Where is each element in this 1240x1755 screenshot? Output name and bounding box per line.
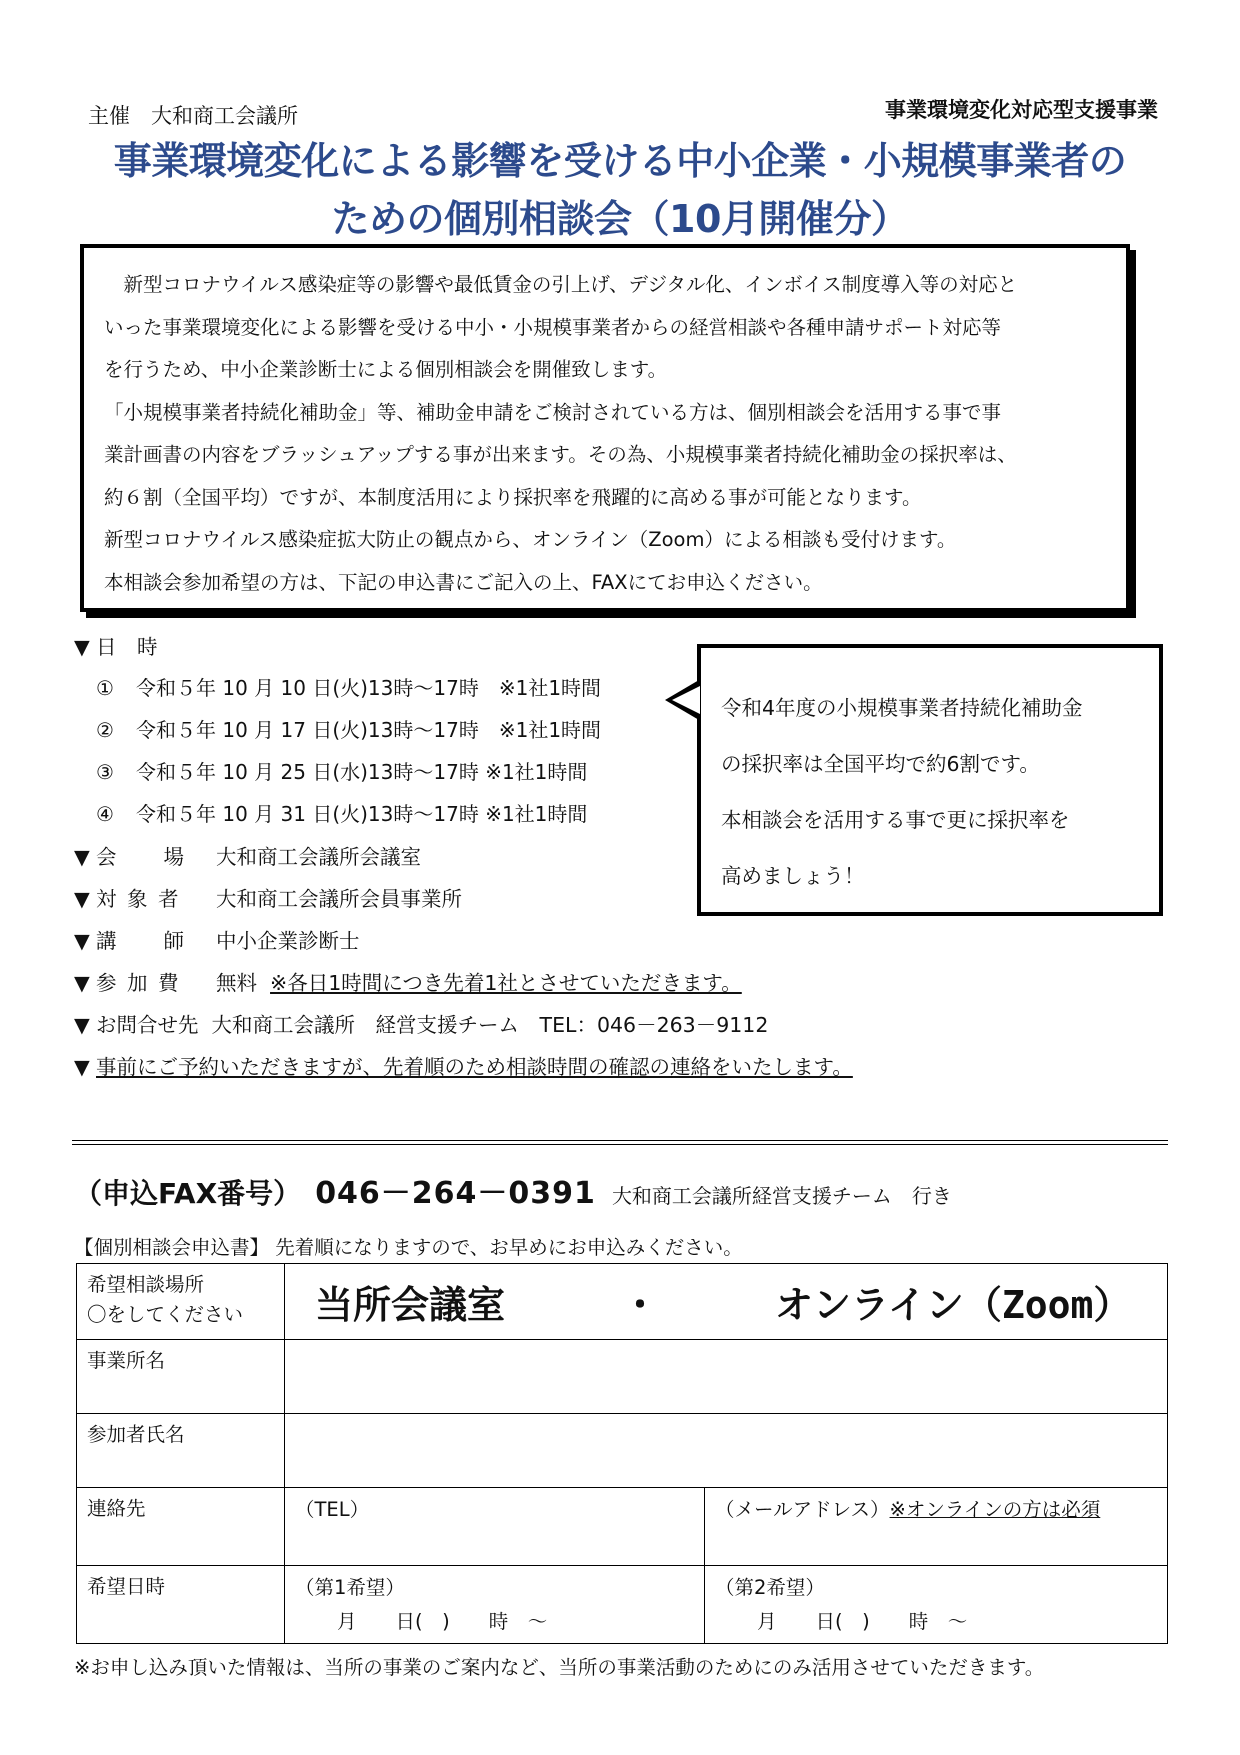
location-label-cell (77, 1264, 285, 1340)
tel-field[interactable] (285, 1488, 705, 1566)
contact-row (74, 1008, 768, 1038)
contact-label: お問合せ先 (96, 1013, 199, 1037)
venue-label: 会 場 (96, 845, 186, 869)
location-option-office[interactable]: 当所会議室 (315, 1283, 506, 1327)
schedule-item (96, 714, 601, 743)
email-label: （メールアドレス） (715, 1498, 890, 1521)
page-title-line-1: 事業環境変化による影響を受ける中小企業・小規模事業者の (113, 139, 1127, 183)
callout-box (697, 644, 1163, 916)
organizer-label: 主催 大和商工会議所 (88, 104, 298, 128)
fax-destination: 大和商工会議所経営支援チーム 行き (611, 1184, 952, 1208)
second-choice-field[interactable] (705, 1566, 1168, 1644)
schedule-number: ① (96, 676, 114, 700)
schedule-text: 令和５年 10 月 10 日(火)13時～17時 ※1社1時間 (136, 676, 602, 700)
fee-row (74, 966, 742, 996)
form-row-date (77, 1566, 1168, 1644)
target-value: 大和商工会議所会員事業所 (216, 887, 462, 911)
schedule-item (96, 672, 601, 701)
form-row-contact (77, 1488, 1168, 1566)
lecturer-label: 講 師 (96, 929, 186, 953)
intro-line: 新型コロナウイルス感染症拡大防止の観点から、オンライン（Zoom）による相談も受付けます。 (104, 528, 957, 551)
schedule-item (96, 756, 587, 785)
venue-row (74, 840, 421, 870)
triangle-marker-icon: ▼ (74, 1013, 90, 1037)
schedule-text: 令和５年 10 月 31 日(火)13時～17時 ※1社1時間 (136, 802, 588, 826)
notice-row (74, 1050, 853, 1080)
fax-info (74, 1168, 952, 1212)
date-label: 希望日時 (77, 1566, 285, 1644)
callout-line: の採択率は全国平均で約6割です。 (721, 752, 1040, 776)
schedule-number: ③ (96, 760, 114, 784)
location-instruction: 〇をしてください (87, 1303, 244, 1326)
triangle-marker-icon: ▼ (74, 929, 90, 953)
lecturer-value: 中小企業診断士 (216, 929, 360, 953)
callout-tail-fill (672, 686, 700, 714)
participant-label: 参加者氏名 (77, 1414, 285, 1488)
fee-value: 無料 (216, 971, 257, 995)
intro-line: 約６割（全国平均）ですが、本制度活用により採択率を飛躍的に高める事が可能となります。 (104, 485, 922, 509)
date-heading (74, 630, 158, 660)
triangle-marker-icon: ▼ (74, 635, 90, 659)
participant-field[interactable] (285, 1414, 1168, 1488)
schedule-text: 令和５年 10 月 25 日(水)13時～17時 ※1社1時間 (136, 760, 588, 784)
contact-label: 連絡先 (77, 1488, 285, 1566)
intro-line: 業計画書の内容をブラッシュアップする事が出来ます。その為、小規模事業者持続化補助金の採択率は、 (104, 443, 1017, 466)
intro-line: 「小規模事業者持続化補助金」等、補助金申請をご検討されている方は、個別相談会を活用する事で事 (104, 400, 1002, 424)
application-form (76, 1263, 1168, 1644)
intro-line: を行うため、中小企業診断士による個別相談会を開催致します。 (104, 358, 668, 381)
callout-line: 令和4年度の小規模事業者持続化補助金 (721, 696, 1083, 720)
first-choice-field[interactable] (285, 1566, 705, 1644)
first-choice-label: （第1希望） (295, 1576, 405, 1599)
form-row-location (77, 1264, 1168, 1340)
privacy-footnote: ※お申し込み頂いた情報は、当所の事業のご案内など、当所の事業活動のためにのみ活用させていただきます。 (74, 1656, 1045, 1679)
location-label: 希望相談場所 (87, 1273, 205, 1296)
fax-label: （申込FAX番号） (74, 1177, 302, 1210)
callout-line: 高めましょう！ (721, 864, 865, 888)
lecturer-row (74, 924, 360, 954)
callout-line: 本相談会を活用する事で更に採択率を (721, 808, 1070, 832)
schedule-text: 令和５年 10 月 17 日(火)13時～17時 ※1社1時間 (136, 718, 602, 742)
date-label: 日 時 (96, 635, 158, 659)
intro-line: 本相談会参加希望の方は、下記の申込書にご記入の上、FAXにてお申込ください。 (104, 570, 823, 594)
intro-line: いった事業環境変化による影響を受ける中小・小規模事業者からの経営相談や各種申請サポート対応等 (104, 315, 1002, 339)
first-choice-time: 月 日( ) 時 ～ (337, 1610, 548, 1633)
location-options-cell (285, 1264, 1168, 1340)
location-option-online[interactable]: オンライン（Zoom） (775, 1283, 1132, 1327)
intro-box (80, 244, 1130, 612)
schedule-number: ④ (96, 802, 114, 826)
triangle-marker-icon: ▼ (74, 1055, 90, 1079)
intro-line: 新型コロナウイルス感染症等の影響や最低賃金の引上げ、デジタル化、インボイス制度導入等の対応と (104, 273, 1018, 296)
email-note: ※オンラインの方は必須 (889, 1498, 1101, 1521)
form-row-business (77, 1340, 1168, 1414)
venue-value: 大和商工会議所会議室 (216, 845, 421, 869)
triangle-marker-icon: ▼ (74, 845, 90, 869)
page-title-line-2: ための個別相談会（10月開催分） (331, 197, 909, 241)
fax-number: 046－264－0391 (315, 1176, 596, 1211)
business-name-label: 事業所名 (77, 1340, 285, 1414)
location-separator: ・ (621, 1283, 660, 1327)
tel-label: （TEL） (295, 1498, 370, 1521)
second-choice-time: 月 日( ) 時 ～ (757, 1610, 968, 1633)
triangle-marker-icon: ▼ (74, 887, 90, 911)
schedule-item (96, 798, 587, 827)
target-label: 対 象 者 (96, 887, 181, 911)
divider (72, 1140, 1168, 1145)
program-name: 事業環境変化対応型支援事業 (885, 98, 1158, 122)
notice-text: 事前にご予約いただきますが、先着順のため相談時間の確認の連絡をいたします。 (96, 1055, 853, 1079)
email-field[interactable] (705, 1488, 1168, 1566)
fee-note: ※各日1時間につき先着1社とさせていただきます。 (270, 971, 742, 995)
form-heading: 【個別相談会申込書】 先着順になりますので、お早めにお申込みください。 (74, 1236, 743, 1259)
second-choice-label: （第2希望） (715, 1576, 825, 1599)
triangle-marker-icon: ▼ (74, 971, 90, 995)
business-name-field[interactable] (285, 1340, 1168, 1414)
contact-value: 大和商工会議所 経営支援チーム TEL：046－263－9112 (211, 1013, 769, 1037)
target-row (74, 882, 462, 912)
schedule-number: ② (96, 718, 114, 742)
fee-label: 参 加 費 (96, 971, 181, 995)
form-row-participant (77, 1414, 1168, 1488)
